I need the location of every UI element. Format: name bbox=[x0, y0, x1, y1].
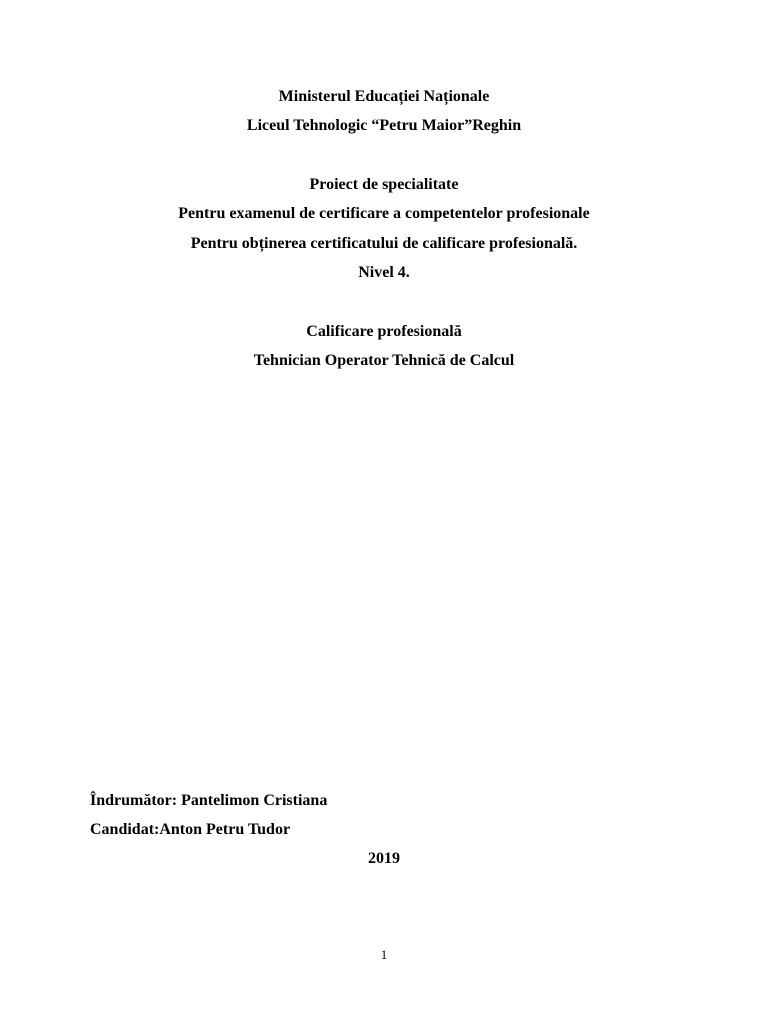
project-title: Proiect de specialitate bbox=[309, 176, 459, 193]
page-number: 1 bbox=[380, 947, 388, 962]
advisor-line: Îndrumător: Pantelimon Cristiana bbox=[90, 792, 328, 809]
school-heading: Liceul Tehnologic “Petru Maior”Reghin bbox=[246, 117, 522, 134]
year-line: 2019 bbox=[368, 850, 400, 867]
qualification-name: Tehnician Operator Tehnică de Calcul bbox=[253, 352, 515, 369]
project-purpose-line-1: Pentru examenul de certificare a competentelor profesionale bbox=[178, 205, 590, 222]
project-level: Nivel 4. bbox=[358, 264, 410, 281]
candidate-line: Candidat:Anton Petru Tudor bbox=[90, 821, 291, 838]
qualification-label: Calificare profesională bbox=[306, 323, 462, 340]
project-purpose-line-2: Pentru obținerea certificatului de calificare profesională. bbox=[190, 235, 578, 252]
ministry-heading: Ministerul Educației Naționale bbox=[278, 88, 490, 105]
